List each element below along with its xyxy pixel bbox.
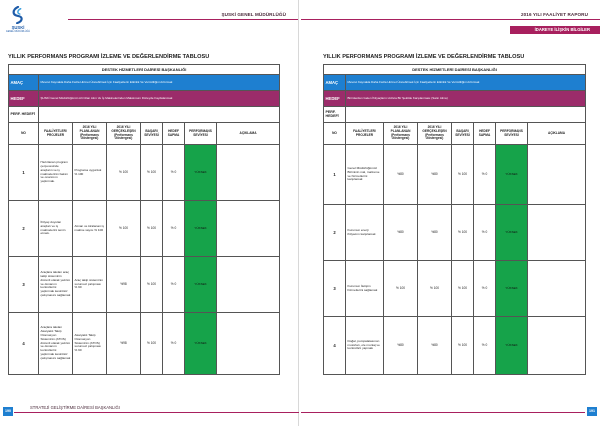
col-header-planned: 2016 YILI PLANLANAN (Performans Göstergesi) xyxy=(73,123,107,145)
col-header-perf: PERFORMANS SEVİYESİ xyxy=(185,123,217,145)
amac-label: AMAÇ xyxy=(324,75,346,91)
col-header-realized: 2016 YILI GERÇEKLEŞEN (Performans Göstergesi) xyxy=(418,123,452,145)
header-subtitle: İDAREYE İLİŞKİN BİLGİLER xyxy=(534,27,590,32)
row-success: % 100 xyxy=(452,317,474,375)
table-row xyxy=(324,261,586,317)
col-header-desc: AÇIKLAMA xyxy=(217,123,280,145)
row-realized: %80 xyxy=(418,317,452,375)
table-row xyxy=(324,145,586,205)
perf-label: PERF. HEDEFİ xyxy=(9,107,39,123)
header-bar xyxy=(68,12,298,20)
row-no: 2 xyxy=(9,201,39,257)
row-perf: YÜKSEK xyxy=(185,257,217,313)
header-bar xyxy=(301,12,600,20)
row-realized: %80 xyxy=(418,205,452,261)
hedef-label: HEDEF xyxy=(9,91,39,107)
row-perf: YÜKSEK xyxy=(496,261,528,317)
dept-name: DESTEK HİZMETLERİ DAİRESİ BAŞKANLIĞI xyxy=(324,65,586,75)
row-activity: Kurumun İletişim hizmetlerini sağlamak xyxy=(346,261,384,317)
row-deviation: % 0 xyxy=(474,317,496,375)
row-desc xyxy=(217,313,280,375)
col-header-planned: 2016 YILI PLANLANAN (Performans Göstergesi) xyxy=(384,123,418,145)
row-desc xyxy=(528,261,586,317)
table-row xyxy=(324,317,586,375)
row-no: 1 xyxy=(9,145,39,201)
row-deviation: % 0 xyxy=(474,261,496,317)
dept-name: DESTEK HİZMETLERİ DAİRESİ BAŞKANLIĞI xyxy=(9,65,280,75)
col-header-activity: FAALİYETLER/ PROJELER xyxy=(346,123,384,145)
row-success: % 100 xyxy=(141,201,163,257)
footer-text: STRATEJİ GELİŞTİRME DAİRESİ BAŞKANLIĞI xyxy=(30,405,120,410)
row-desc xyxy=(528,317,586,375)
table-row xyxy=(9,257,280,313)
row-planned: %80 xyxy=(384,145,418,205)
perf-value xyxy=(39,107,280,123)
table-row xyxy=(9,145,280,201)
row-perf: YÜKSEK xyxy=(185,145,217,201)
row-planned: % 100 xyxy=(384,261,418,317)
header-sub-bar xyxy=(510,26,600,34)
col-header-realized: 2016 YILI GERÇEKLEŞEN (Performans Göstergesi) xyxy=(107,123,141,145)
row-planned: %80 xyxy=(384,205,418,261)
row-deviation: % 0 xyxy=(163,145,185,201)
row-activity: Doğal, pompalatasınon motorları, ole montaj ve kontrolörü yapmak xyxy=(346,317,384,375)
row-desc xyxy=(217,201,280,257)
row-success: % 100 xyxy=(141,257,163,313)
row-desc xyxy=(217,145,280,201)
row-planned: Araç takip sisteminin sorunsuz çalışması % 90 xyxy=(73,257,107,313)
row-perf: YÜKSEK xyxy=(185,313,217,375)
amac-label: AMAÇ xyxy=(9,75,39,91)
row-realized: % 100 xyxy=(107,201,141,257)
performance-table xyxy=(8,64,280,375)
hedef-label: HEDEF xyxy=(324,91,346,107)
col-header-success: BAŞARI SEVİYESİ xyxy=(452,123,474,145)
row-success: % 100 xyxy=(141,145,163,201)
suski-logo xyxy=(5,6,31,36)
logo-sub: GENEL MÜDÜRLÜĞÜ xyxy=(5,30,31,33)
perf-value xyxy=(346,107,586,123)
col-header-desc: AÇIKLAMA xyxy=(528,123,586,145)
col-header-no: NO xyxy=(324,123,346,145)
row-no: 2 xyxy=(324,205,346,261)
footer-line xyxy=(301,412,585,413)
row-no: 1 xyxy=(324,145,346,205)
row-perf: YÜKSEK xyxy=(496,205,528,261)
left-page xyxy=(0,0,299,426)
hedef-text: ŞUSKİ Genel Müdürlüğünün Alt Cilan Alım Ve İş Makinelerinden Maksimum Düzeyde Faydalanmak xyxy=(39,91,280,107)
row-deviation: % 0 xyxy=(474,205,496,261)
row-deviation: % 0 xyxy=(163,257,185,313)
row-activity: Genel Müdürlüğümüz Biriminin mal, malzeme ve hizmetlerini karşılamak xyxy=(346,145,384,205)
amac-text: Mevcut Kaynakla Daha Fazla Hizmet Üretebilmek İçin Faaliyetlerin Etkinlik Ve Verimliliğini Arttırmak xyxy=(39,75,280,91)
section-title: YILLIK PERFORMANS PROGRAMI İZLEME VE DEĞERLENDİRME TABLOSU xyxy=(8,54,210,60)
row-deviation: % 0 xyxy=(163,313,185,375)
logo-brand: ŞUSKİ xyxy=(11,25,25,30)
col-header-activity: FAALİYETLER/ PROJELER xyxy=(39,123,73,145)
performance-table xyxy=(323,64,586,375)
row-no: 3 xyxy=(324,261,346,317)
row-deviation: % 0 xyxy=(474,145,496,205)
table-row xyxy=(9,313,280,375)
row-no: 3 xyxy=(9,257,39,313)
row-planned: Alınan ve kiralanan iş makine sayısı % 100 xyxy=(73,201,107,257)
row-activity: Hazırlanan program çerçevesinde araçların ve iş makinelerinin bakım ve onarımını yaptırmak. xyxy=(39,145,73,201)
col-header-success: BAŞARI SEVİYESİ xyxy=(141,123,163,145)
row-planned: Akaryakıt Takip Otomasyon Sisteminin (ATOS) sorunsuz çalışması % 90 xyxy=(73,313,107,375)
row-activity: Araçlara takılan araç takip sisteminin düzenli olarak yazılım ve donanım kontrollerini yaptırmak kesintisiz çalışmasını sağlamak xyxy=(39,257,73,313)
row-perf: YÜKSEK xyxy=(496,145,528,205)
section-title: YILLIK PERFORMANS PROGRAMI İZLEME VE DEĞERLENDİRME TABLOSU xyxy=(323,54,525,60)
page-number: 190 xyxy=(3,407,13,416)
row-no: 4 xyxy=(9,313,39,375)
table-row xyxy=(324,205,586,261)
logo-swirl-icon xyxy=(9,6,27,24)
row-success: % 100 xyxy=(452,205,474,261)
hedef-text: Birimlerden Gelen İhtiyaçların Hızlıca Bir Şekilde Karşılanması (Satın Alma) xyxy=(346,91,586,107)
row-realized: %98 xyxy=(107,313,141,375)
col-header-deviation: HEDEF SAPMA xyxy=(474,123,496,145)
header-title: 2016 YILI FAALİYET RAPORU xyxy=(521,12,588,17)
footer-line xyxy=(14,412,299,413)
right-page xyxy=(301,0,600,426)
row-no: 4 xyxy=(324,317,346,375)
col-header-perf: PERFORMANS SEVİYESİ xyxy=(496,123,528,145)
row-activity: Araçlara takılan Akaryakıt Takip Otomasyon Sisteminin (ATOS) düzenli olarak yazılım ve donanım kontrollerini yaptırmak kesintisiz çalışmasını sağlamak xyxy=(39,313,73,375)
table-row xyxy=(9,201,280,257)
row-realized: % 100 xyxy=(107,145,141,201)
amac-text: Mevcut Kaynakla Daha Fazla Hizmet Üretebilmek İçin Faaliyetlerin Etkinlik Ve Verimliliğini Arttırmak xyxy=(346,75,586,91)
row-desc xyxy=(217,257,280,313)
perf-label: PERF. HEDEFİ xyxy=(324,107,346,123)
row-deviation: % 0 xyxy=(163,201,185,257)
page-number: 191 xyxy=(587,407,597,416)
row-success: % 100 xyxy=(452,261,474,317)
row-success: % 100 xyxy=(141,313,163,375)
row-perf: YÜKSEK xyxy=(496,317,528,375)
header-title: ŞUSKİ GENEL MÜDÜRLÜĞÜ xyxy=(221,12,286,17)
row-realized: %80 xyxy=(418,145,452,205)
row-success: % 100 xyxy=(452,145,474,205)
row-desc xyxy=(528,145,586,205)
col-header-deviation: HEDEF SAPMA xyxy=(163,123,185,145)
row-realized: %98 xyxy=(107,257,141,313)
row-realized: % 100 xyxy=(418,261,452,317)
row-activity: Kurumun enerji ihtiyacını karşılamak xyxy=(346,205,384,261)
col-header-no: NO xyxy=(9,123,39,145)
row-planned: %80 xyxy=(384,317,418,375)
row-activity: İhtiyaç duyulan araçları ve iş makinelerini temin etmek. xyxy=(39,201,73,257)
row-desc xyxy=(528,205,586,261)
row-planned: Programa uygunluk % 100 xyxy=(73,145,107,201)
row-perf: YÜKSEK xyxy=(185,201,217,257)
